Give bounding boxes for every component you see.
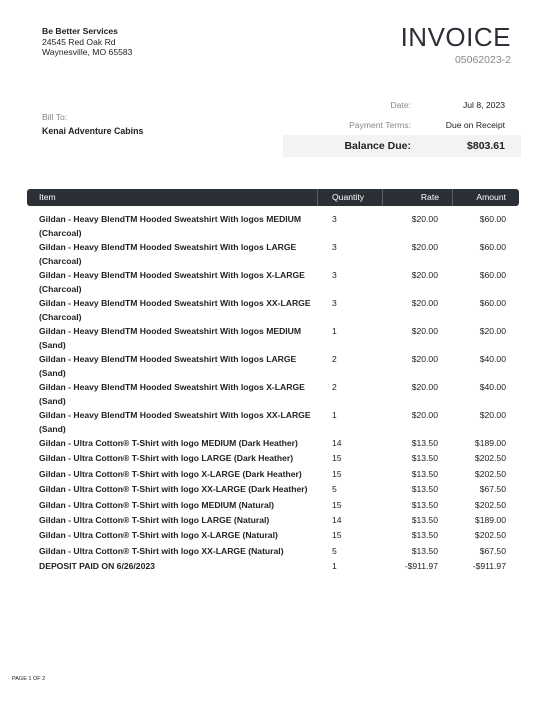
bill-to-name: Kenai Adventure Cabins: [42, 126, 144, 136]
row-item: Gildan - Ultra Cotton® T-Shirt with logo MEDIUM (Natural): [39, 499, 275, 510]
table-row: [0, 268, 543, 296]
row-quantity: 5: [332, 484, 337, 495]
row-amount: $189.00: [474, 514, 506, 525]
payment-terms-label: Payment Terms:: [349, 120, 411, 130]
row-quantity: 3: [332, 214, 337, 224]
row-item: Gildan - Ultra Cotton® T-Shirt with logo X-LARGE (Dark Heather): [39, 468, 302, 479]
row-rate: $13.50: [411, 514, 438, 525]
row-quantity: 3: [332, 298, 337, 308]
row-rate: $13.50: [411, 530, 438, 541]
row-quantity: 14: [332, 438, 342, 448]
table-row: [0, 408, 543, 436]
row-amount: $60.00: [479, 270, 506, 280]
row-amount: $60.00: [479, 214, 506, 224]
row-item: DEPOSIT PAID ON 6/26/2023: [39, 561, 155, 572]
table-row: [0, 380, 543, 408]
table-row: [0, 513, 543, 528]
row-item: Gildan - Heavy BlendTM Hooded Sweatshirt With logos MEDIUM (Charcoal): [39, 214, 302, 238]
header-quantity: Quantity: [332, 192, 365, 202]
row-amount: $60.00: [479, 242, 506, 252]
row-quantity: 1: [332, 326, 337, 336]
row-rate: $20.00: [411, 270, 438, 280]
balance-due-label: Balance Due:: [344, 140, 411, 152]
balance-due-value: $803.61: [467, 140, 505, 152]
table-row: [0, 436, 543, 451]
row-item: Gildan - Heavy BlendTM Hooded Sweatshirt With logos XX-LARGE (Sand): [39, 410, 311, 434]
date-value: Jul 8, 2023: [462, 100, 505, 110]
table-row: [0, 324, 543, 352]
table-row: [0, 498, 543, 513]
invoice-title: INVOICE: [400, 22, 511, 52]
row-item: Gildan - Ultra Cotton® T-Shirt with logo XX-LARGE (Dark Heather): [39, 484, 308, 495]
row-rate: $13.50: [411, 499, 438, 510]
row-rate: $13.50: [411, 453, 438, 464]
row-amount: $202.50: [474, 499, 506, 510]
table-row: [0, 482, 543, 497]
row-amount: $189.00: [474, 438, 506, 448]
row-amount: $20.00: [479, 410, 506, 420]
header-divider: [452, 189, 453, 206]
line-items: [0, 212, 543, 575]
row-rate: $20.00: [411, 298, 438, 308]
row-rate: $20.00: [411, 382, 438, 392]
row-item: Gildan - Ultra Cotton® T-Shirt with logo XX-LARGE (Natural): [39, 545, 284, 556]
table-row: [0, 240, 543, 268]
sender-address-line2: Waynesville, MO 65583: [42, 47, 133, 58]
row-amount: $60.00: [479, 298, 506, 308]
row-item: Gildan - Ultra Cotton® T-Shirt with logo LARGE (Dark Heather): [39, 453, 294, 464]
row-quantity: 15: [332, 499, 342, 510]
page-indicator: PAGE 1 OF 2: [12, 676, 46, 682]
row-rate: $20.00: [411, 326, 438, 336]
row-item: Gildan - Heavy BlendTM Hooded Sweatshirt With logos MEDIUM (Sand): [39, 326, 302, 350]
row-item: Gildan - Heavy BlendTM Hooded Sweatshirt With logos XX-LARGE (Charcoal): [39, 298, 311, 322]
row-quantity: 15: [332, 453, 342, 464]
row-amount: $202.50: [474, 468, 506, 479]
row-quantity: 3: [332, 270, 337, 280]
row-rate: -$911.97: [404, 561, 438, 572]
row-amount: $40.00: [479, 382, 506, 392]
table-row: [0, 559, 543, 574]
row-item: Gildan - Ultra Cotton® T-Shirt with logo LARGE (Natural): [39, 514, 270, 525]
row-item: Gildan - Ultra Cotton® T-Shirt with logo X-LARGE (Natural): [39, 530, 278, 541]
table-header: [27, 189, 519, 206]
row-rate: $20.00: [411, 214, 438, 224]
row-amount: $20.00: [479, 326, 506, 336]
row-quantity: 15: [332, 468, 342, 479]
row-amount: $202.50: [474, 530, 506, 541]
header-divider: [317, 189, 318, 206]
row-amount: -$911.97: [472, 561, 506, 572]
sender-company: Be Better Services: [42, 26, 118, 36]
row-rate: $13.50: [411, 545, 438, 556]
header-item: Item: [39, 192, 56, 202]
bill-to-label: Bill To:: [42, 112, 68, 122]
table-row: [0, 296, 543, 324]
row-rate: $20.00: [411, 354, 438, 364]
row-rate: $13.50: [411, 484, 438, 495]
row-amount: $40.00: [479, 354, 506, 364]
row-item: Gildan - Heavy BlendTM Hooded Sweatshirt With logos X-LARGE (Charcoal): [39, 270, 305, 294]
date-label: Date:: [390, 100, 411, 110]
row-quantity: 2: [332, 382, 337, 392]
table-row: [0, 451, 543, 466]
row-rate: $20.00: [411, 242, 438, 252]
row-amount: $67.50: [479, 484, 506, 495]
table-row: [0, 352, 543, 380]
row-quantity: 15: [332, 530, 342, 541]
row-rate: $20.00: [411, 410, 438, 420]
row-item: Gildan - Heavy BlendTM Hooded Sweatshirt With logos X-LARGE (Sand): [39, 382, 305, 406]
header-rate: Rate: [420, 192, 439, 202]
row-amount: $67.50: [479, 545, 506, 556]
row-quantity: 1: [332, 561, 337, 572]
row-quantity: 5: [332, 545, 337, 556]
row-quantity: 1: [332, 410, 337, 420]
table-row: [0, 467, 543, 482]
row-rate: $13.50: [411, 438, 438, 448]
table-row: [0, 528, 543, 543]
payment-terms-value: Due on Receipt: [445, 120, 505, 130]
row-amount: $202.50: [474, 453, 506, 464]
table-row: [0, 544, 543, 559]
row-item: Gildan - Ultra Cotton® T-Shirt with logo MEDIUM (Dark Heather): [39, 438, 298, 448]
table-row: [0, 212, 543, 240]
sender-block: [42, 26, 132, 58]
sender-address-line1: 24545 Red Oak Rd: [42, 36, 116, 47]
row-rate: $13.50: [411, 468, 438, 479]
row-item: Gildan - Heavy BlendTM Hooded Sweatshirt With logos LARGE (Charcoal): [39, 242, 297, 266]
balance-due-box: [283, 135, 521, 157]
header-divider: [382, 189, 383, 206]
row-quantity: 2: [332, 354, 337, 364]
row-item: Gildan - Heavy BlendTM Hooded Sweatshirt With logos LARGE (Sand): [39, 354, 297, 378]
row-quantity: 14: [332, 514, 342, 525]
row-quantity: 3: [332, 242, 337, 252]
invoice-number: 05062023-2: [454, 54, 511, 66]
header-amount: Amount: [476, 192, 506, 202]
